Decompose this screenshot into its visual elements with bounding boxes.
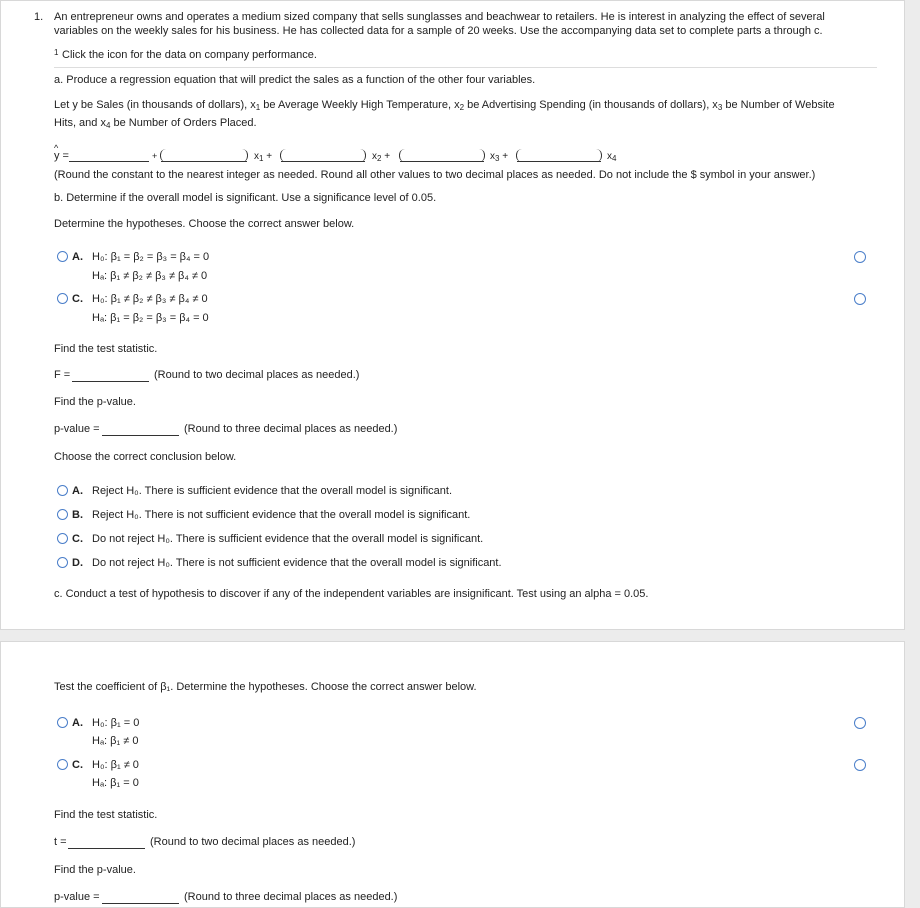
option-c-h0: H₀: β₁ ≠ β₂ ≠ β₃ ≠ β₄ ≠ 0 [92,293,208,305]
beta1-option-a-label: A. [72,717,83,729]
coef-x2-input[interactable] [280,149,366,162]
conclusion-a-radio[interactable] [57,485,68,496]
conclusion-c-label: C. [72,533,83,545]
beta1-option-c-h0: H₀: β₁ ≠ 0 [92,759,139,771]
intro-line-2: variables on the weekly sales for his business. He has collected data for a sample of 20 weeks. Use the accompanying data set to complete parts a through c. [54,25,823,37]
coef-x3-input[interactable] [399,149,485,162]
yhat: ^ y = [54,149,69,163]
find-t-statistic: Find the test statistic. [54,809,158,821]
option-a-radio-right[interactable] [854,251,866,263]
p-value-input-2[interactable] [102,891,179,904]
conclusion-d-text: Do not reject H₀. There is not sufficient evidence that the overall model is significant. [92,557,502,569]
yhat-label [54,149,69,163]
t-note: (Round to two decimal places as needed.) [150,836,356,848]
def-text: be Number of Orders Placed. [113,117,257,129]
option-c-radio[interactable] [57,293,68,304]
conclusion-c-text: Do not reject H₀. There is sufficient evidence that the overall model is significant. [92,533,484,545]
equation-note: (Round the constant to the nearest integer as needed. Round all other values to two decimal places as needed. Do not include the $ symbol in your answer.) [54,169,816,181]
option-c-label: C. [72,293,83,305]
footnote-mark: 1 [54,48,59,57]
sub: 3 [717,103,723,112]
def-text: Let y be Sales (in thousands of dollars), x [54,99,256,111]
conclusion-b-label: B. [72,509,83,521]
x3-term: $x_3$ + [490,151,509,163]
option-c-ha: Hₐ: β₁ = β₂ = β₃ = β₄ = 0 [92,312,209,324]
find-test-statistic: Find the test statistic. [54,343,158,355]
t-input[interactable] [68,836,145,849]
f-note: (Round to two decimal places as needed.) [154,369,360,381]
f-input[interactable] [72,369,149,382]
beta1-option-c-label: C. [72,759,83,771]
conclusion-d-label: D. [72,557,83,569]
def-text: be Advertising Spending (in thousands of dollars), x [467,99,718,111]
conclusion-d-radio[interactable] [57,557,68,568]
beta1-option-a-h0: H₀: β₁ = 0 [92,717,140,729]
part-c-heading: c. Conduct a test of hypothesis to discover if any of the independent variables are insignificant. Test using an alpha = 0.05. [54,588,649,600]
def-text: Hits, and x [54,117,106,129]
option-a-ha: Hₐ: β₁ ≠ β₂ ≠ β₃ ≠ β₄ ≠ 0 [92,270,208,282]
p-value-label: p-value = [54,423,100,435]
f-label: F = [54,369,71,381]
beta1-prompt: Test the coefficient of β₁. Determine the hypotheses. Choose the correct answer below. [54,681,477,693]
beta1-option-a-radio[interactable] [57,717,68,728]
sub: 1 [255,103,261,112]
option-c-radio-right[interactable] [854,293,866,305]
hypotheses-prompt: Determine the hypotheses. Choose the correct answer below. [54,218,355,230]
beta1-option-a-radio-right[interactable] [854,717,866,729]
beta1-option-c-ha: Hₐ: β₁ = 0 [92,777,139,789]
p-value-input[interactable] [102,423,179,436]
coef-x1-input[interactable] [160,149,248,162]
x2-term: $x_2$ + [372,151,391,163]
sub: 2 [459,103,465,112]
question-number: 1. [34,11,44,23]
find-p-value: Find the p-value. [54,396,136,408]
def-text: be Average Weekly High Temperature, x [263,99,460,111]
question-card-2 [0,641,905,908]
variable-definitions-line-2 [54,116,257,130]
sub: 4 [105,121,111,130]
part-b-heading: b. Determine if the overall model is significant. Use a significance level of 0.05. [54,192,437,204]
variable-definitions-line-1 [54,98,835,112]
intro-line-1: An entrepreneur owns and operates a medium sized company that sells sunglasses and beachwear to retailers. He is interest in analyzing the effect of several [54,11,825,23]
x4-term: $x_4$ [607,151,617,163]
constant-input[interactable] [69,149,149,162]
def-text: be Number of Website [725,99,835,111]
divider [54,67,877,68]
option-a-label: A. [72,251,83,263]
x1-term: $x_1$ + [254,151,273,163]
conclusion-a-text: Reject H₀. There is sufficient evidence that the overall model is significant. [92,485,453,497]
conclusion-b-radio[interactable] [57,509,68,520]
option-a-radio[interactable] [57,251,68,262]
conclusion-a-label: A. [72,485,83,497]
t-label: t = [54,836,67,848]
option-a-h0: H₀: β₁ = β₂ = β₃ = β₄ = 0 [92,251,210,263]
coef-x4-input[interactable] [516,149,602,162]
conclusion-b-text: Reject H₀. There is not sufficient evidence that the overall model is significant. [92,509,471,521]
p-value-note: (Round to three decimal places as needed.) [184,423,398,435]
conclusion-c-radio[interactable] [57,533,68,544]
beta1-option-a-ha: Hₐ: β₁ ≠ 0 [92,735,139,747]
beta1-option-c-radio-right[interactable] [854,759,866,771]
plus-sign: + [152,151,158,161]
p-value-label-2: p-value = [54,891,100,903]
part-a-heading: a. Produce a regression equation that will predict the sales as a function of the other four variables. [54,74,536,86]
beta1-option-c-radio[interactable] [57,759,68,770]
p-value-note-2: (Round to three decimal places as needed.) [184,891,398,903]
conclusion-prompt: Choose the correct conclusion below. [54,451,237,463]
data-link[interactable]: Click the icon for the data on company performance. [62,49,317,61]
find-p-value-2: Find the p-value. [54,864,136,876]
